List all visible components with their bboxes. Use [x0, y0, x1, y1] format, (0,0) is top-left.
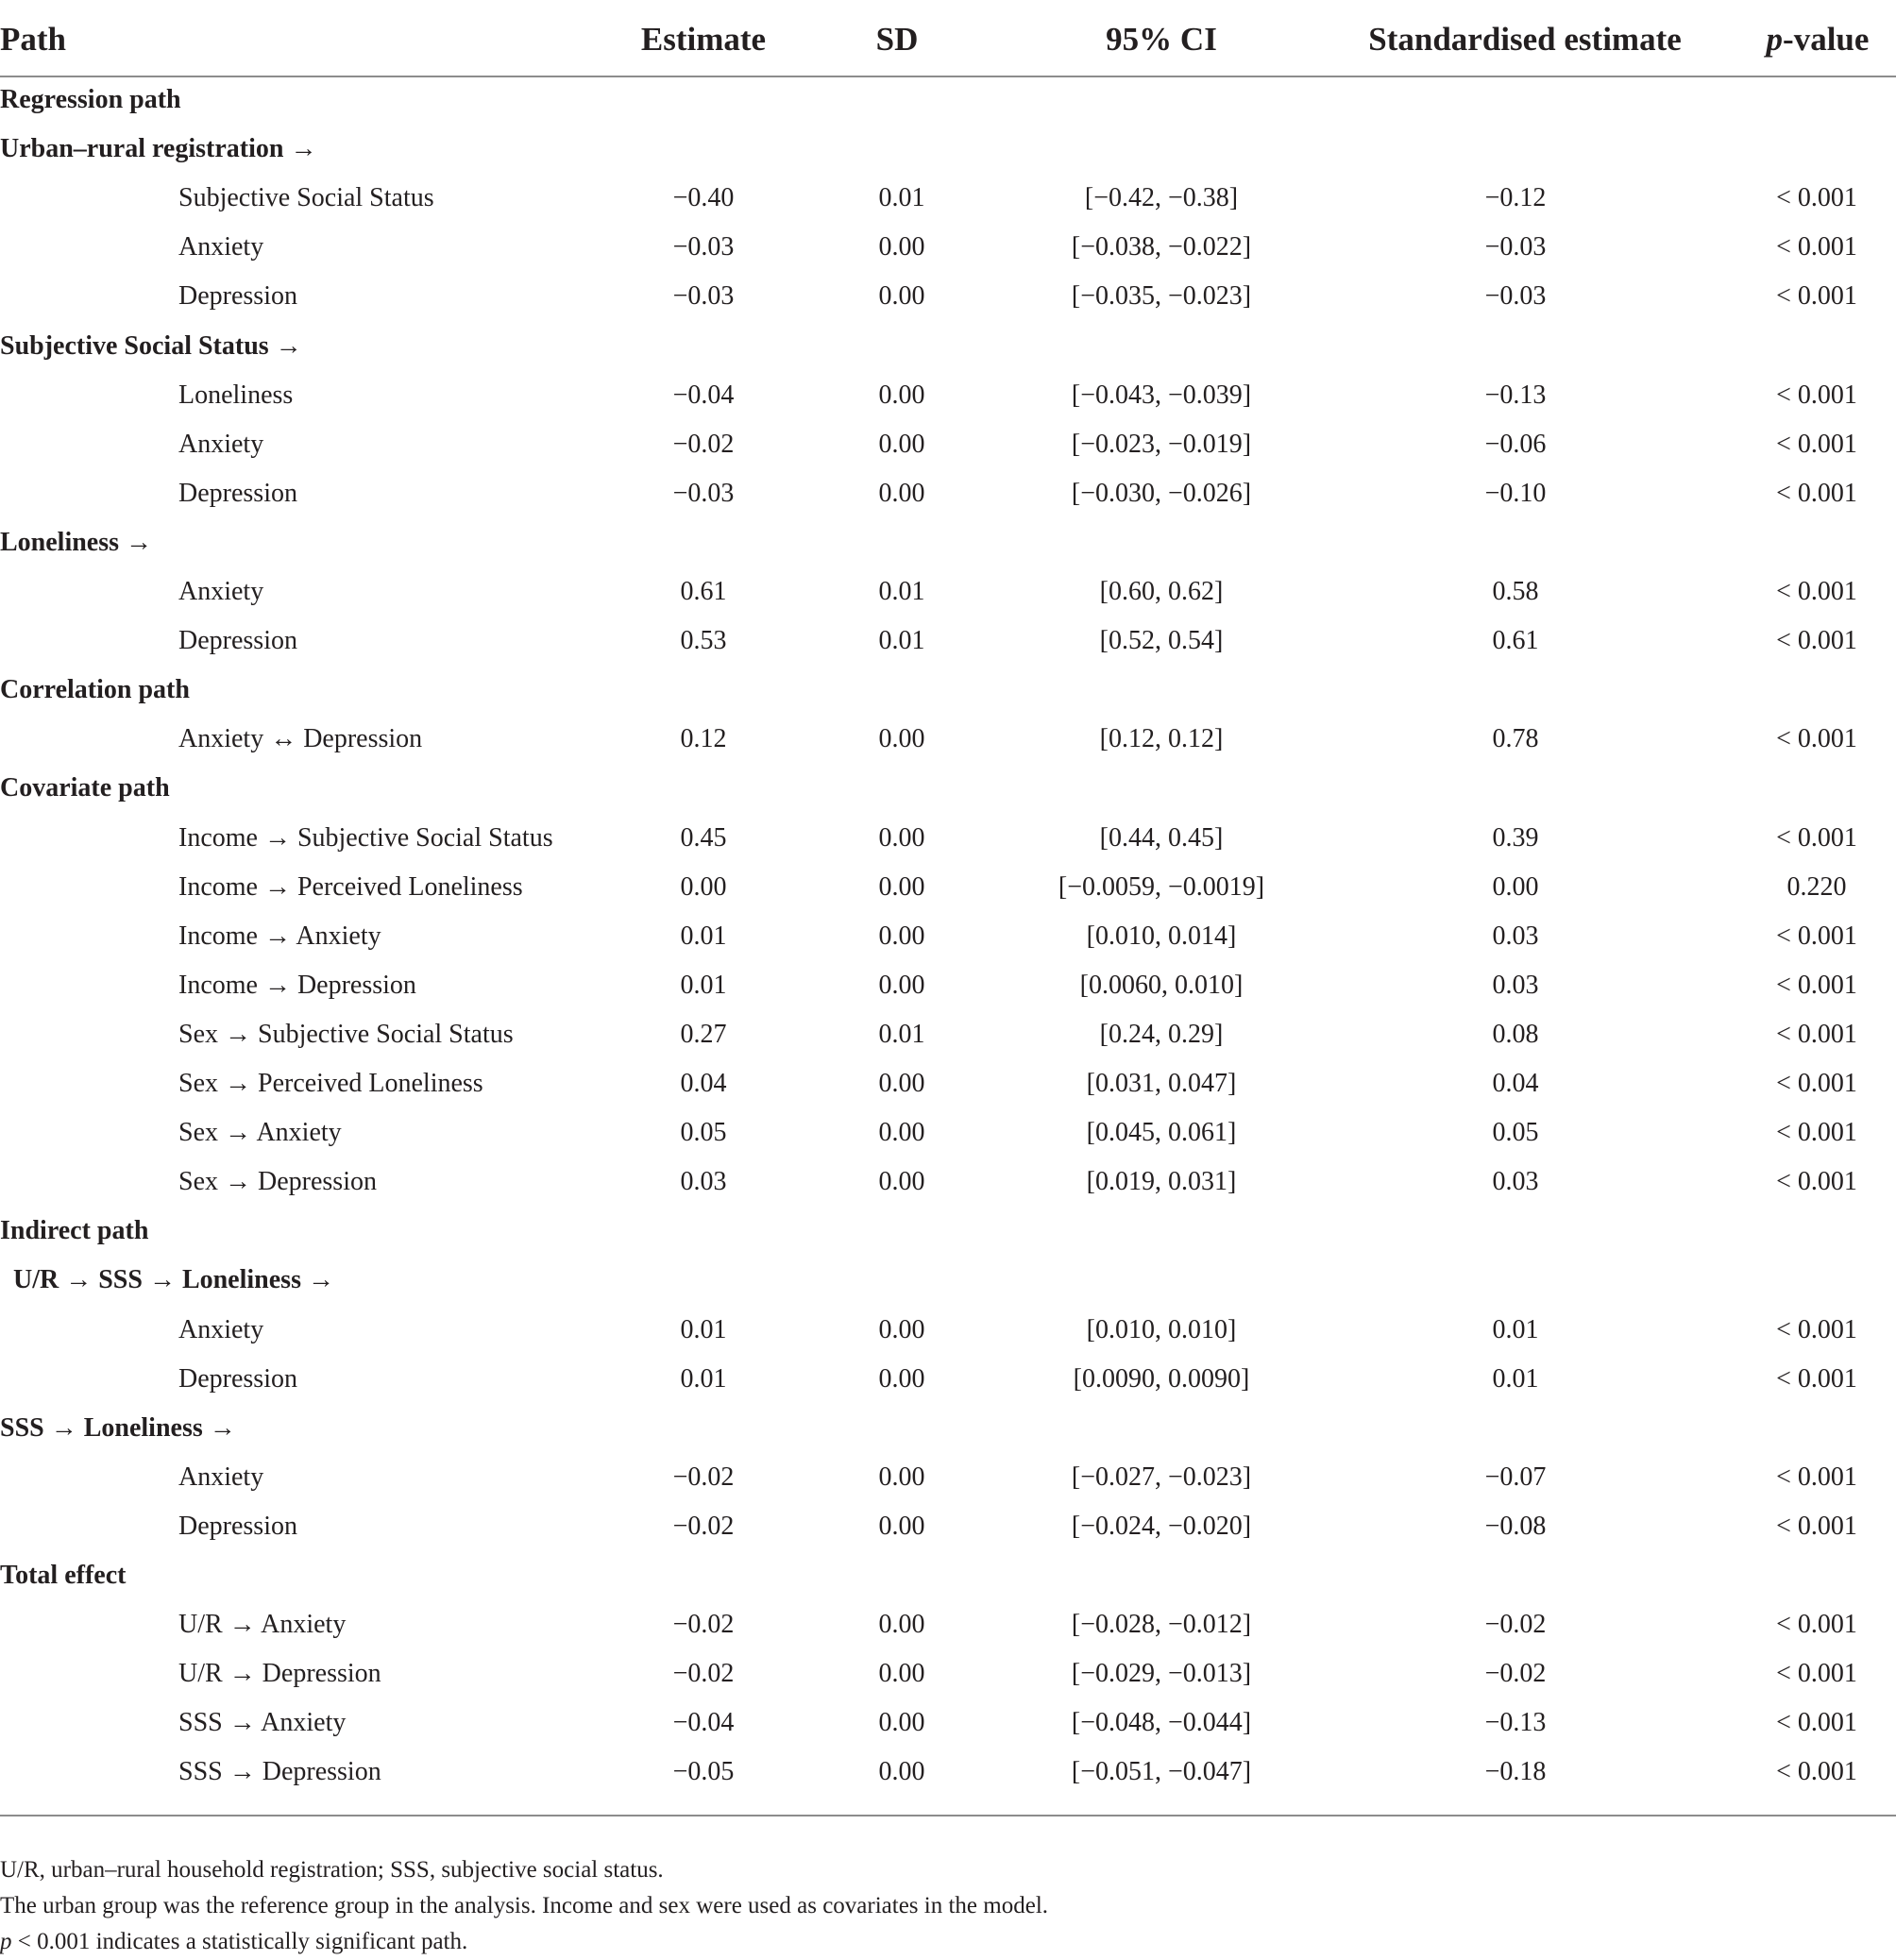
- footnote-p-italic: p: [0, 1929, 12, 1954]
- row-label: Depression: [178, 478, 297, 508]
- table-row: [0, 863, 1896, 912]
- group-heading-row: [0, 125, 1896, 174]
- ci-cell: [−0.023, −0.019]: [1071, 429, 1252, 459]
- row-label: Anxiety: [178, 1462, 264, 1492]
- row-label: Anxiety: [178, 429, 264, 459]
- table-row: [0, 814, 1896, 863]
- table-row: [0, 1748, 1896, 1797]
- group-heading-row: [0, 322, 1896, 371]
- p-value-cell: < 0.001: [1776, 724, 1857, 754]
- row-label: Income → Depression: [178, 970, 416, 1000]
- table-row: [0, 1355, 1896, 1404]
- estimate-cell: −0.02: [672, 1610, 735, 1640]
- ci-cell: [−0.051, −0.047]: [1071, 1757, 1252, 1787]
- row-label: Total effect: [0, 1561, 127, 1590]
- ci-cell: [−0.024, −0.020]: [1071, 1511, 1252, 1541]
- std-estimate-cell: 0.61: [1492, 626, 1539, 656]
- std-estimate-cell: −0.02: [1484, 1659, 1547, 1689]
- sd-cell: 0.00: [878, 1167, 925, 1197]
- ci-cell: [−0.029, −0.013]: [1071, 1659, 1252, 1689]
- table-row: [0, 1306, 1896, 1355]
- std-estimate-cell: −0.07: [1484, 1462, 1547, 1492]
- estimate-cell: 0.00: [680, 871, 727, 902]
- row-label: Urban–rural registration →: [0, 134, 317, 164]
- row-label: Sex → Depression: [178, 1167, 377, 1197]
- estimate-cell: 0.04: [680, 1069, 727, 1098]
- table-row: [0, 223, 1896, 272]
- std-estimate-cell: −0.03: [1484, 232, 1547, 262]
- std-estimate-cell: −0.03: [1484, 281, 1547, 312]
- sd-cell: 0.00: [878, 1118, 925, 1148]
- section-heading-row: [0, 76, 1896, 125]
- row-label: Indirect path: [0, 1216, 149, 1246]
- row-label: Depression: [178, 281, 297, 312]
- sd-cell: 0.00: [878, 1069, 925, 1098]
- group-heading-row: [0, 1256, 1896, 1305]
- table-row: [0, 1600, 1896, 1649]
- sd-cell: 0.00: [878, 871, 925, 902]
- p-value-cell: < 0.001: [1776, 478, 1857, 508]
- estimate-cell: 0.01: [680, 1314, 727, 1344]
- header-p-suffix: -value: [1783, 21, 1870, 58]
- ci-cell: [−0.038, −0.022]: [1071, 232, 1252, 262]
- p-value-cell: < 0.001: [1776, 429, 1857, 459]
- estimate-cell: 0.53: [680, 626, 727, 656]
- row-label: Covariate path: [0, 773, 170, 803]
- table-row: [0, 715, 1896, 764]
- table-footnotes: [0, 1852, 1896, 1960]
- header-ci: 95% CI: [1106, 21, 1217, 58]
- std-estimate-cell: 0.39: [1492, 822, 1539, 853]
- p-value-cell: < 0.001: [1776, 921, 1857, 951]
- sd-cell: 0.00: [878, 1462, 925, 1492]
- table-row: [0, 617, 1896, 666]
- row-label: SSS → Depression: [178, 1757, 381, 1787]
- estimate-cell: 0.05: [680, 1118, 727, 1148]
- p-value-cell: < 0.001: [1776, 1019, 1857, 1049]
- estimate-cell: −0.40: [672, 183, 735, 213]
- p-value-cell: < 0.001: [1776, 1363, 1857, 1394]
- std-estimate-cell: 0.03: [1492, 1167, 1539, 1197]
- table-row: [0, 272, 1896, 321]
- ci-cell: [0.0090, 0.0090]: [1073, 1363, 1250, 1394]
- estimate-cell: −0.03: [672, 478, 735, 508]
- ci-cell: [0.52, 0.54]: [1099, 626, 1224, 656]
- sd-cell: 0.00: [878, 1659, 925, 1689]
- ci-cell: [0.019, 0.031]: [1086, 1167, 1237, 1197]
- std-estimate-cell: −0.02: [1484, 1610, 1547, 1640]
- table-row: [0, 1108, 1896, 1157]
- sd-cell: 0.01: [878, 183, 925, 213]
- ci-cell: [0.60, 0.62]: [1099, 577, 1224, 606]
- row-label: Loneliness: [178, 380, 294, 410]
- std-estimate-cell: −0.10: [1484, 478, 1547, 508]
- std-estimate-cell: 0.78: [1492, 724, 1539, 754]
- header-sd: SD: [875, 21, 919, 58]
- footnote-sig-text: < 0.001 indicates a statistically significant path.: [11, 1929, 468, 1954]
- row-label: SSS → Anxiety: [178, 1708, 347, 1738]
- p-value-cell: < 0.001: [1776, 1314, 1857, 1344]
- p-value-cell: < 0.001: [1776, 1511, 1857, 1541]
- sd-cell: 0.00: [878, 232, 925, 262]
- std-estimate-cell: −0.12: [1484, 183, 1547, 213]
- sd-cell: 0.01: [878, 1019, 925, 1049]
- row-label: Loneliness →: [0, 527, 153, 557]
- section-heading-row: [0, 1207, 1896, 1256]
- sd-cell: 0.00: [878, 970, 925, 1000]
- estimate-cell: 0.01: [680, 1363, 727, 1394]
- footnote-reference: The urban group was the reference group in the analysis. Income and sex were used as covariates in the model.: [0, 1893, 1049, 1918]
- ci-cell: [0.010, 0.010]: [1086, 1314, 1237, 1344]
- section-heading-row: [0, 764, 1896, 813]
- table-row: [0, 1059, 1896, 1108]
- table-row: [0, 1698, 1896, 1748]
- table-row: [0, 174, 1896, 223]
- sd-cell: 0.00: [878, 1708, 925, 1738]
- row-label: Income → Anxiety: [178, 921, 381, 951]
- estimate-cell: −0.05: [672, 1757, 735, 1787]
- row-label: SSS → Loneliness →: [0, 1412, 236, 1443]
- table-row: [0, 469, 1896, 518]
- estimate-cell: −0.02: [672, 1659, 735, 1689]
- estimate-cell: 0.01: [680, 970, 727, 1000]
- std-estimate-cell: 0.03: [1492, 921, 1539, 951]
- row-label: Subjective Social Status →: [0, 330, 302, 361]
- ci-cell: [−0.027, −0.023]: [1071, 1462, 1252, 1492]
- estimate-cell: −0.04: [672, 1708, 735, 1738]
- p-value-cell: < 0.001: [1776, 626, 1857, 656]
- table-row: [0, 1502, 1896, 1551]
- footnote-significance: [0, 1924, 1896, 1960]
- sd-cell: 0.01: [878, 577, 925, 606]
- row-label: Anxiety: [178, 1314, 264, 1344]
- ci-cell: [0.010, 0.014]: [1086, 921, 1237, 951]
- sd-cell: 0.00: [878, 1610, 925, 1640]
- estimate-cell: 0.45: [680, 822, 727, 853]
- bottom-rule: [0, 1815, 1896, 1816]
- p-value-cell: < 0.001: [1776, 1118, 1857, 1148]
- sd-cell: 0.00: [878, 1757, 925, 1787]
- sd-cell: 0.00: [878, 429, 925, 459]
- estimate-cell: −0.02: [672, 1462, 735, 1492]
- estimate-cell: −0.03: [672, 281, 735, 312]
- std-estimate-cell: −0.08: [1484, 1511, 1547, 1541]
- std-estimate-cell: 0.01: [1492, 1363, 1539, 1394]
- std-estimate-cell: 0.08: [1492, 1019, 1539, 1049]
- estimate-cell: 0.27: [680, 1019, 727, 1049]
- std-estimate-cell: 0.00: [1492, 871, 1539, 902]
- ci-cell: [−0.048, −0.044]: [1071, 1708, 1252, 1738]
- estimate-cell: −0.04: [672, 380, 735, 410]
- sd-cell: 0.00: [878, 1363, 925, 1394]
- row-label: Subjective Social Status: [178, 183, 434, 213]
- section-heading-row: [0, 666, 1896, 715]
- row-label: Depression: [178, 626, 297, 656]
- sd-cell: 0.01: [878, 626, 925, 656]
- ci-cell: [−0.030, −0.026]: [1071, 478, 1252, 508]
- estimate-cell: −0.02: [672, 1511, 735, 1541]
- p-value-cell: < 0.001: [1776, 577, 1857, 606]
- table-row: [0, 567, 1896, 617]
- p-value-cell: < 0.001: [1776, 1069, 1857, 1098]
- p-value-cell: < 0.001: [1776, 1462, 1857, 1492]
- sd-cell: 0.00: [878, 281, 925, 312]
- ci-cell: [−0.035, −0.023]: [1071, 281, 1252, 312]
- row-label: Sex → Subjective Social Status: [178, 1019, 514, 1049]
- ci-cell: [0.44, 0.45]: [1099, 822, 1224, 853]
- ci-cell: [−0.0059, −0.0019]: [1058, 871, 1265, 902]
- p-value-cell: < 0.001: [1776, 1610, 1857, 1640]
- sd-cell: 0.00: [878, 822, 925, 853]
- std-estimate-cell: −0.13: [1484, 380, 1547, 410]
- row-label: Anxiety ↔ Depression: [178, 724, 423, 754]
- table-row: [0, 420, 1896, 469]
- table-row: [0, 371, 1896, 420]
- row-label: Sex → Perceived Loneliness: [178, 1069, 483, 1098]
- footnote-abbreviations: U/R, urban–rural household registration; SSS, subjective social status.: [0, 1857, 664, 1883]
- p-value-cell: < 0.001: [1776, 232, 1857, 262]
- row-label: Anxiety: [178, 577, 264, 606]
- group-heading-row: [0, 1404, 1896, 1453]
- ci-cell: [−0.043, −0.039]: [1071, 380, 1252, 410]
- p-value-cell: < 0.001: [1776, 183, 1857, 213]
- std-estimate-cell: −0.13: [1484, 1708, 1547, 1738]
- row-label: Depression: [178, 1363, 297, 1394]
- sd-cell: 0.00: [878, 478, 925, 508]
- p-value-cell: < 0.001: [1776, 1708, 1857, 1738]
- row-label: Income → Perceived Loneliness: [178, 871, 523, 902]
- row-label: Income → Subjective Social Status: [178, 822, 553, 853]
- row-label: Depression: [178, 1511, 297, 1541]
- p-value-cell: < 0.001: [1776, 1659, 1857, 1689]
- estimate-cell: −0.02: [672, 429, 735, 459]
- estimate-cell: 0.01: [680, 921, 727, 951]
- std-estimate-cell: 0.58: [1492, 577, 1539, 606]
- estimate-cell: 0.12: [680, 724, 727, 754]
- p-value-cell: < 0.001: [1776, 281, 1857, 312]
- p-value-cell: < 0.001: [1776, 1167, 1857, 1197]
- sd-cell: 0.00: [878, 1511, 925, 1541]
- p-value-cell: < 0.001: [1776, 380, 1857, 410]
- ci-cell: [0.24, 0.29]: [1099, 1019, 1224, 1049]
- row-label: U/R → SSS → Loneliness →: [13, 1265, 334, 1295]
- table-row: [0, 1453, 1896, 1502]
- ci-cell: [0.0060, 0.010]: [1079, 970, 1244, 1000]
- table-row: [0, 1010, 1896, 1059]
- ci-cell: [−0.42, −0.38]: [1084, 183, 1239, 213]
- ci-cell: [0.045, 0.061]: [1086, 1118, 1237, 1148]
- header-p-value: [1747, 13, 1888, 66]
- sd-cell: 0.00: [878, 724, 925, 754]
- std-estimate-cell: −0.18: [1484, 1757, 1547, 1787]
- ci-cell: [−0.028, −0.012]: [1071, 1610, 1252, 1640]
- p-value-cell: < 0.001: [1776, 1757, 1857, 1787]
- row-label: U/R → Depression: [178, 1659, 381, 1689]
- sd-cell: 0.00: [878, 1314, 925, 1344]
- ci-cell: [0.031, 0.047]: [1086, 1069, 1237, 1098]
- row-label: Sex → Anxiety: [178, 1118, 342, 1148]
- row-label: Correlation path: [0, 675, 190, 705]
- std-estimate-cell: −0.06: [1484, 429, 1547, 459]
- std-estimate-cell: 0.01: [1492, 1314, 1539, 1344]
- ci-cell: [0.12, 0.12]: [1099, 724, 1224, 754]
- std-estimate-cell: 0.04: [1492, 1069, 1539, 1098]
- sd-cell: 0.00: [878, 921, 925, 951]
- header-path: Path: [0, 21, 66, 58]
- std-estimate-cell: 0.03: [1492, 970, 1539, 1000]
- estimate-cell: −0.03: [672, 232, 735, 262]
- table-row: [0, 1649, 1896, 1698]
- std-estimate-cell: 0.05: [1492, 1118, 1539, 1148]
- estimate-cell: 0.61: [680, 577, 727, 606]
- header-p-italic: p: [1766, 21, 1784, 58]
- p-value-cell: < 0.001: [1776, 822, 1857, 853]
- header-estimate: Estimate: [640, 21, 767, 58]
- p-value-cell: 0.220: [1786, 871, 1847, 902]
- table-row: [0, 912, 1896, 961]
- section-heading-row: [0, 1551, 1896, 1600]
- header-std-estimate: Standardised estimate: [1368, 21, 1682, 58]
- table-row: [0, 961, 1896, 1010]
- p-value-cell: < 0.001: [1776, 970, 1857, 1000]
- sd-cell: 0.00: [878, 380, 925, 410]
- group-heading-row: [0, 518, 1896, 567]
- row-label: Anxiety: [178, 232, 264, 262]
- row-label: Regression path: [0, 85, 181, 114]
- row-label: U/R → Anxiety: [178, 1610, 347, 1640]
- estimate-cell: 0.03: [680, 1167, 727, 1197]
- table-row: [0, 1157, 1896, 1207]
